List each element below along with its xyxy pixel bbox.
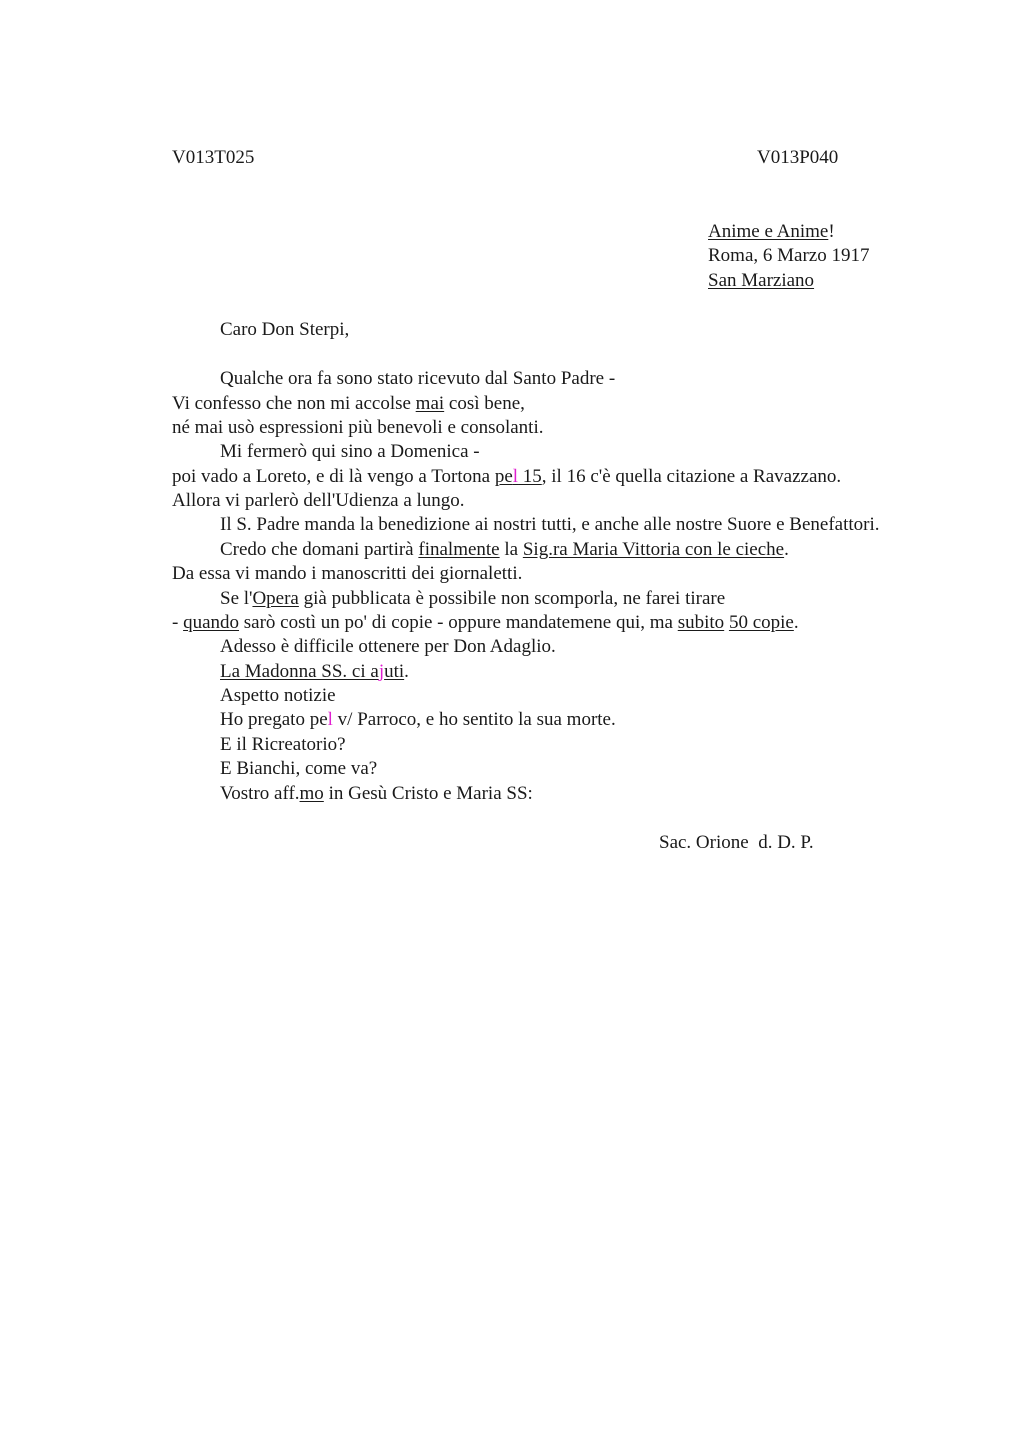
l13-u3: uti [384,661,405,682]
letter-line-13 [220,660,409,684]
letter-line-9: Da essa vi mando i manoscritti dei giornaletti. [172,563,523,584]
dateline-location: San Marziano [708,270,815,291]
signature: Sac. Orione d. D. P. [659,832,814,853]
letter-line-1: Qualche ora fa sono stato ricevuto dal Santo Padre - [220,368,616,389]
motto-punct: ! [828,221,835,242]
letter-line-4: Mi fermerò qui sino a Domenica - [220,441,480,462]
l8-u1: finalmente [418,539,500,560]
letter-line-15 [220,708,616,732]
l2-underlined: mai [415,393,445,414]
l10-b: già pubblicata è possibile non scomporla, ne farei tirare [298,588,726,609]
letter-line-6: Allora vi parlerò dell'Udienza a lungo. [172,490,465,511]
l10-underlined: Opera [252,588,299,609]
l18-b: in Gesù Cristo e Maria SS: [323,783,533,804]
l8-a: Credo che domani partirà [220,539,419,560]
l11-u3: 50 copie [728,612,794,633]
l13-underlined [220,661,404,682]
letter-line-11 [172,611,799,635]
l2-b: così bene, [444,393,525,414]
l11-u1: quando [183,612,240,633]
l8-c: . [784,539,789,560]
letter-line-12: Adesso è difficile ottenere per Don Adaglio. [220,636,556,657]
letter-line-7: Il S. Padre manda la benedizione ai nostri tutti, e anche alle nostre Suore e Benefattori. [220,514,880,535]
l2-a: Vi confesso che non mi accolse [172,393,416,414]
salutation: Caro Don Sterpi, [220,319,350,340]
l5-underlined [495,466,542,487]
dateline-place-date: Roma, 6 Marzo 1917 [708,245,870,266]
letter-line-10 [220,587,725,611]
l8-b: la [499,539,523,560]
letter-line-5 [172,465,841,489]
l10-a: Se l' [220,588,253,609]
l15-correction: l [327,709,333,730]
letter-line-3: né mai usò espressioni più benevoli e consolanti. [172,417,544,438]
l13-u1: La Madonna SS. ci a [220,661,379,682]
l15-b: v/ Parroco, e ho sentito la sua morte. [332,709,616,730]
letter-line-16: E il Ricreatorio? [220,734,346,755]
l5-correction: l [512,466,519,487]
l18-underlined: mo [299,783,324,804]
letter-line-18 [220,782,533,806]
motto-text: Anime e Anime [708,221,829,242]
letter-line-8 [220,538,789,562]
l8-u2: Sig.ra Maria Vittoria con le cieche [522,539,785,560]
l11-b: sarò costì un po' di copie - oppure mandatemene qui, ma [239,612,678,633]
l5-u1: pe [494,466,513,487]
l5-u3: 15 [518,466,542,487]
l18-a: Vostro aff. [220,783,300,804]
l13-correction: j [378,661,385,682]
header-right-code: V013P040 [757,147,839,168]
l11-u2: subito [677,612,725,633]
letter-line-17: E Bianchi, come va? [220,758,378,779]
l15-a: Ho pregato pe [220,709,328,730]
l5-b: , il 16 c'è quella citazione a Ravazzano. [541,466,842,487]
letter-line-14: Aspetto notizie [220,685,336,706]
l5-a: poi vado a Loreto, e di là vengo a Tortona [172,466,495,487]
l11-d: . [793,612,799,633]
letter-line-2 [172,392,525,416]
l13-b: . [404,661,409,682]
dateline-motto [708,220,835,244]
l11-a: - [172,612,184,633]
header-left-code: V013T025 [172,147,255,168]
